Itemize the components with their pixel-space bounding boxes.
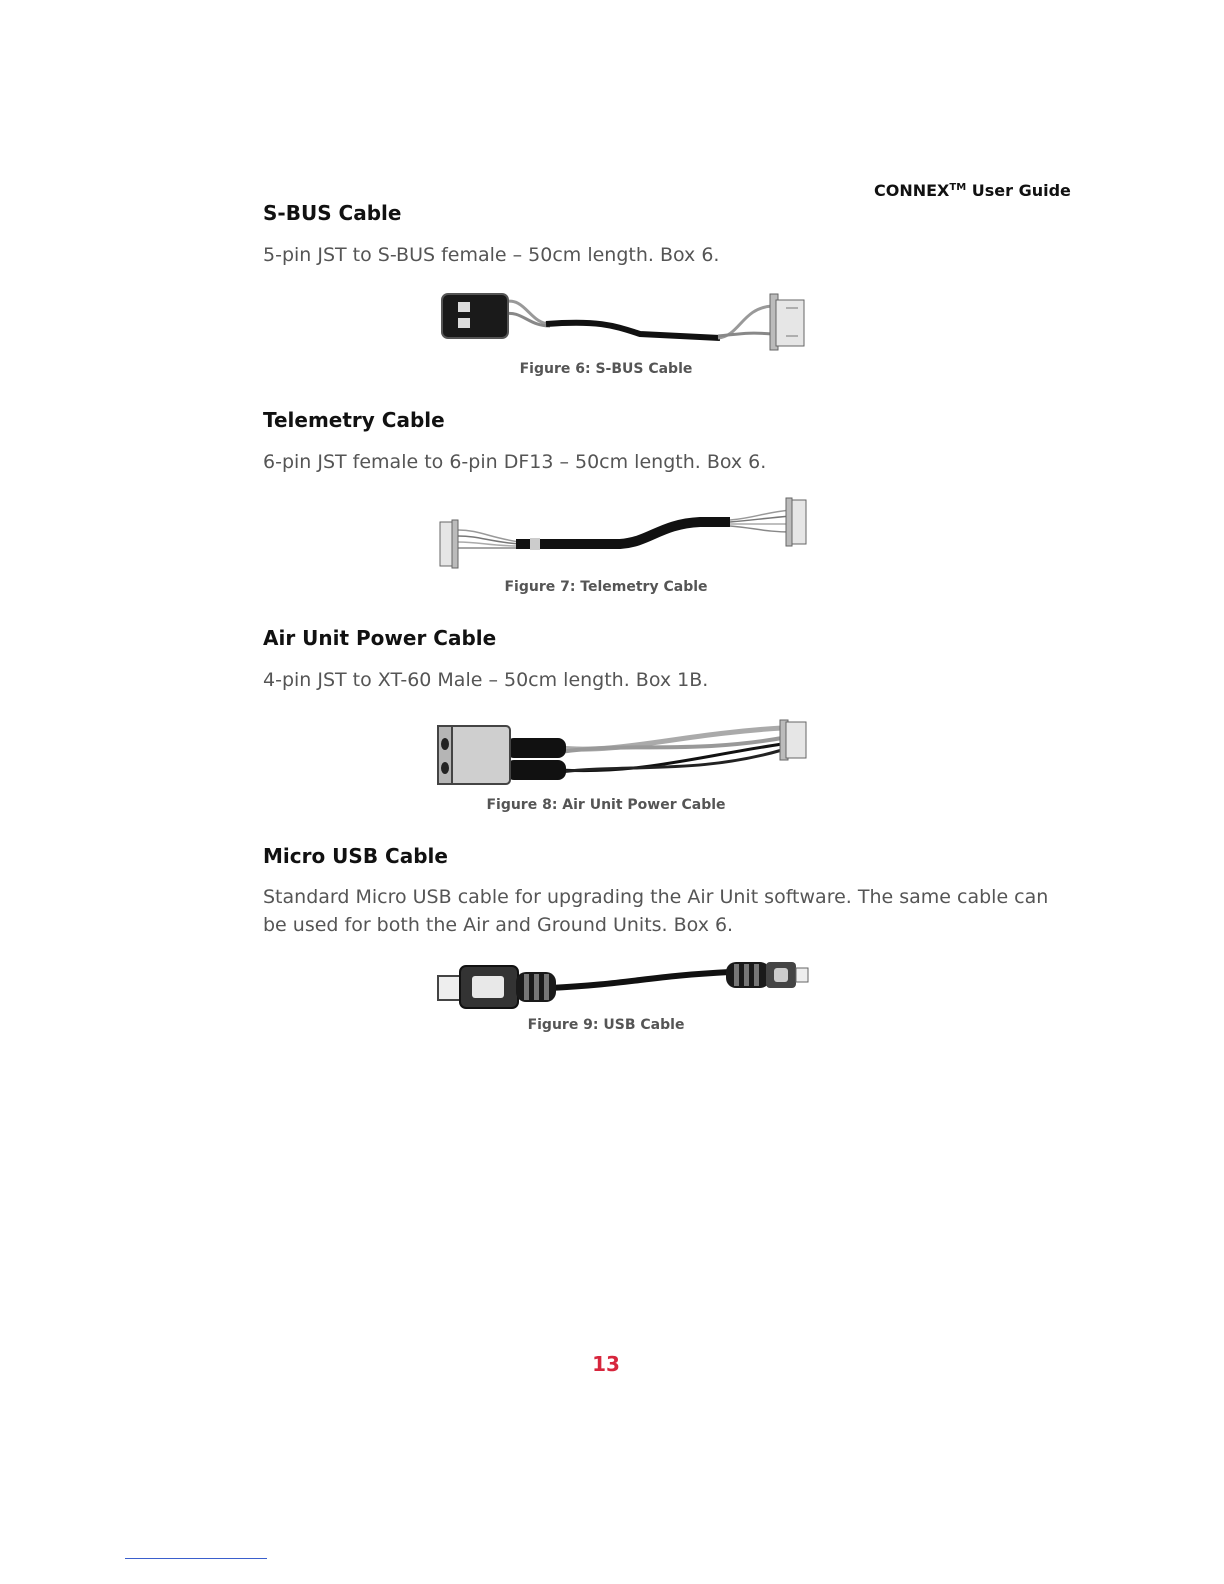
usb-cable-illustration [430, 958, 814, 1012]
section-heading-sbus: S-BUS Cable [263, 201, 402, 225]
caption-telemetry: Figure 7: Telemetry Cable [504, 579, 708, 595]
sbus-cable-illustration [430, 288, 814, 356]
air-unit-power-cable-illustration [430, 714, 814, 790]
page-header [874, 181, 1071, 200]
section-text-sbus: 5-pin JST to S-BUS female – 50cm length. Box 6. [263, 244, 720, 266]
section-heading-telemetry: Telemetry Cable [263, 408, 445, 432]
header-suffix: User Guide [966, 181, 1071, 200]
section-heading-micro-usb: Micro USB Cable [263, 844, 448, 868]
section-text-air-unit-power: 4-pin JST to XT-60 Male – 50cm length. Box 1B. [263, 669, 709, 691]
section-text-micro-usb: Standard Micro USB cable for upgrading the Air Unit software. The same cable can be used for both the Air and Ground Units. Box 6. [263, 886, 1049, 936]
caption-sbus: Figure 6: S-BUS Cable [519, 361, 693, 377]
section-heading-air-unit-power: Air Unit Power Cable [263, 626, 497, 650]
section-text-telemetry: 6-pin JST female to 6-pin DF13 – 50cm length. Box 6. [263, 451, 767, 473]
page-number: 13 [592, 1352, 620, 1376]
telemetry-cable-illustration [430, 496, 814, 572]
figure-air-unit-power-cable [430, 714, 814, 790]
caption-air-unit-power: Figure 8: Air Unit Power Cable [486, 797, 726, 813]
header-brand: CONNEX [874, 181, 950, 200]
figure-telemetry-cable [430, 496, 814, 572]
figure-usb-cable [430, 958, 814, 1012]
header-trademark: TM [949, 182, 967, 193]
caption-usb: Figure 9: USB Cable [527, 1017, 685, 1033]
footnote-rule [125, 1558, 267, 1559]
figure-sbus-cable [430, 288, 814, 356]
